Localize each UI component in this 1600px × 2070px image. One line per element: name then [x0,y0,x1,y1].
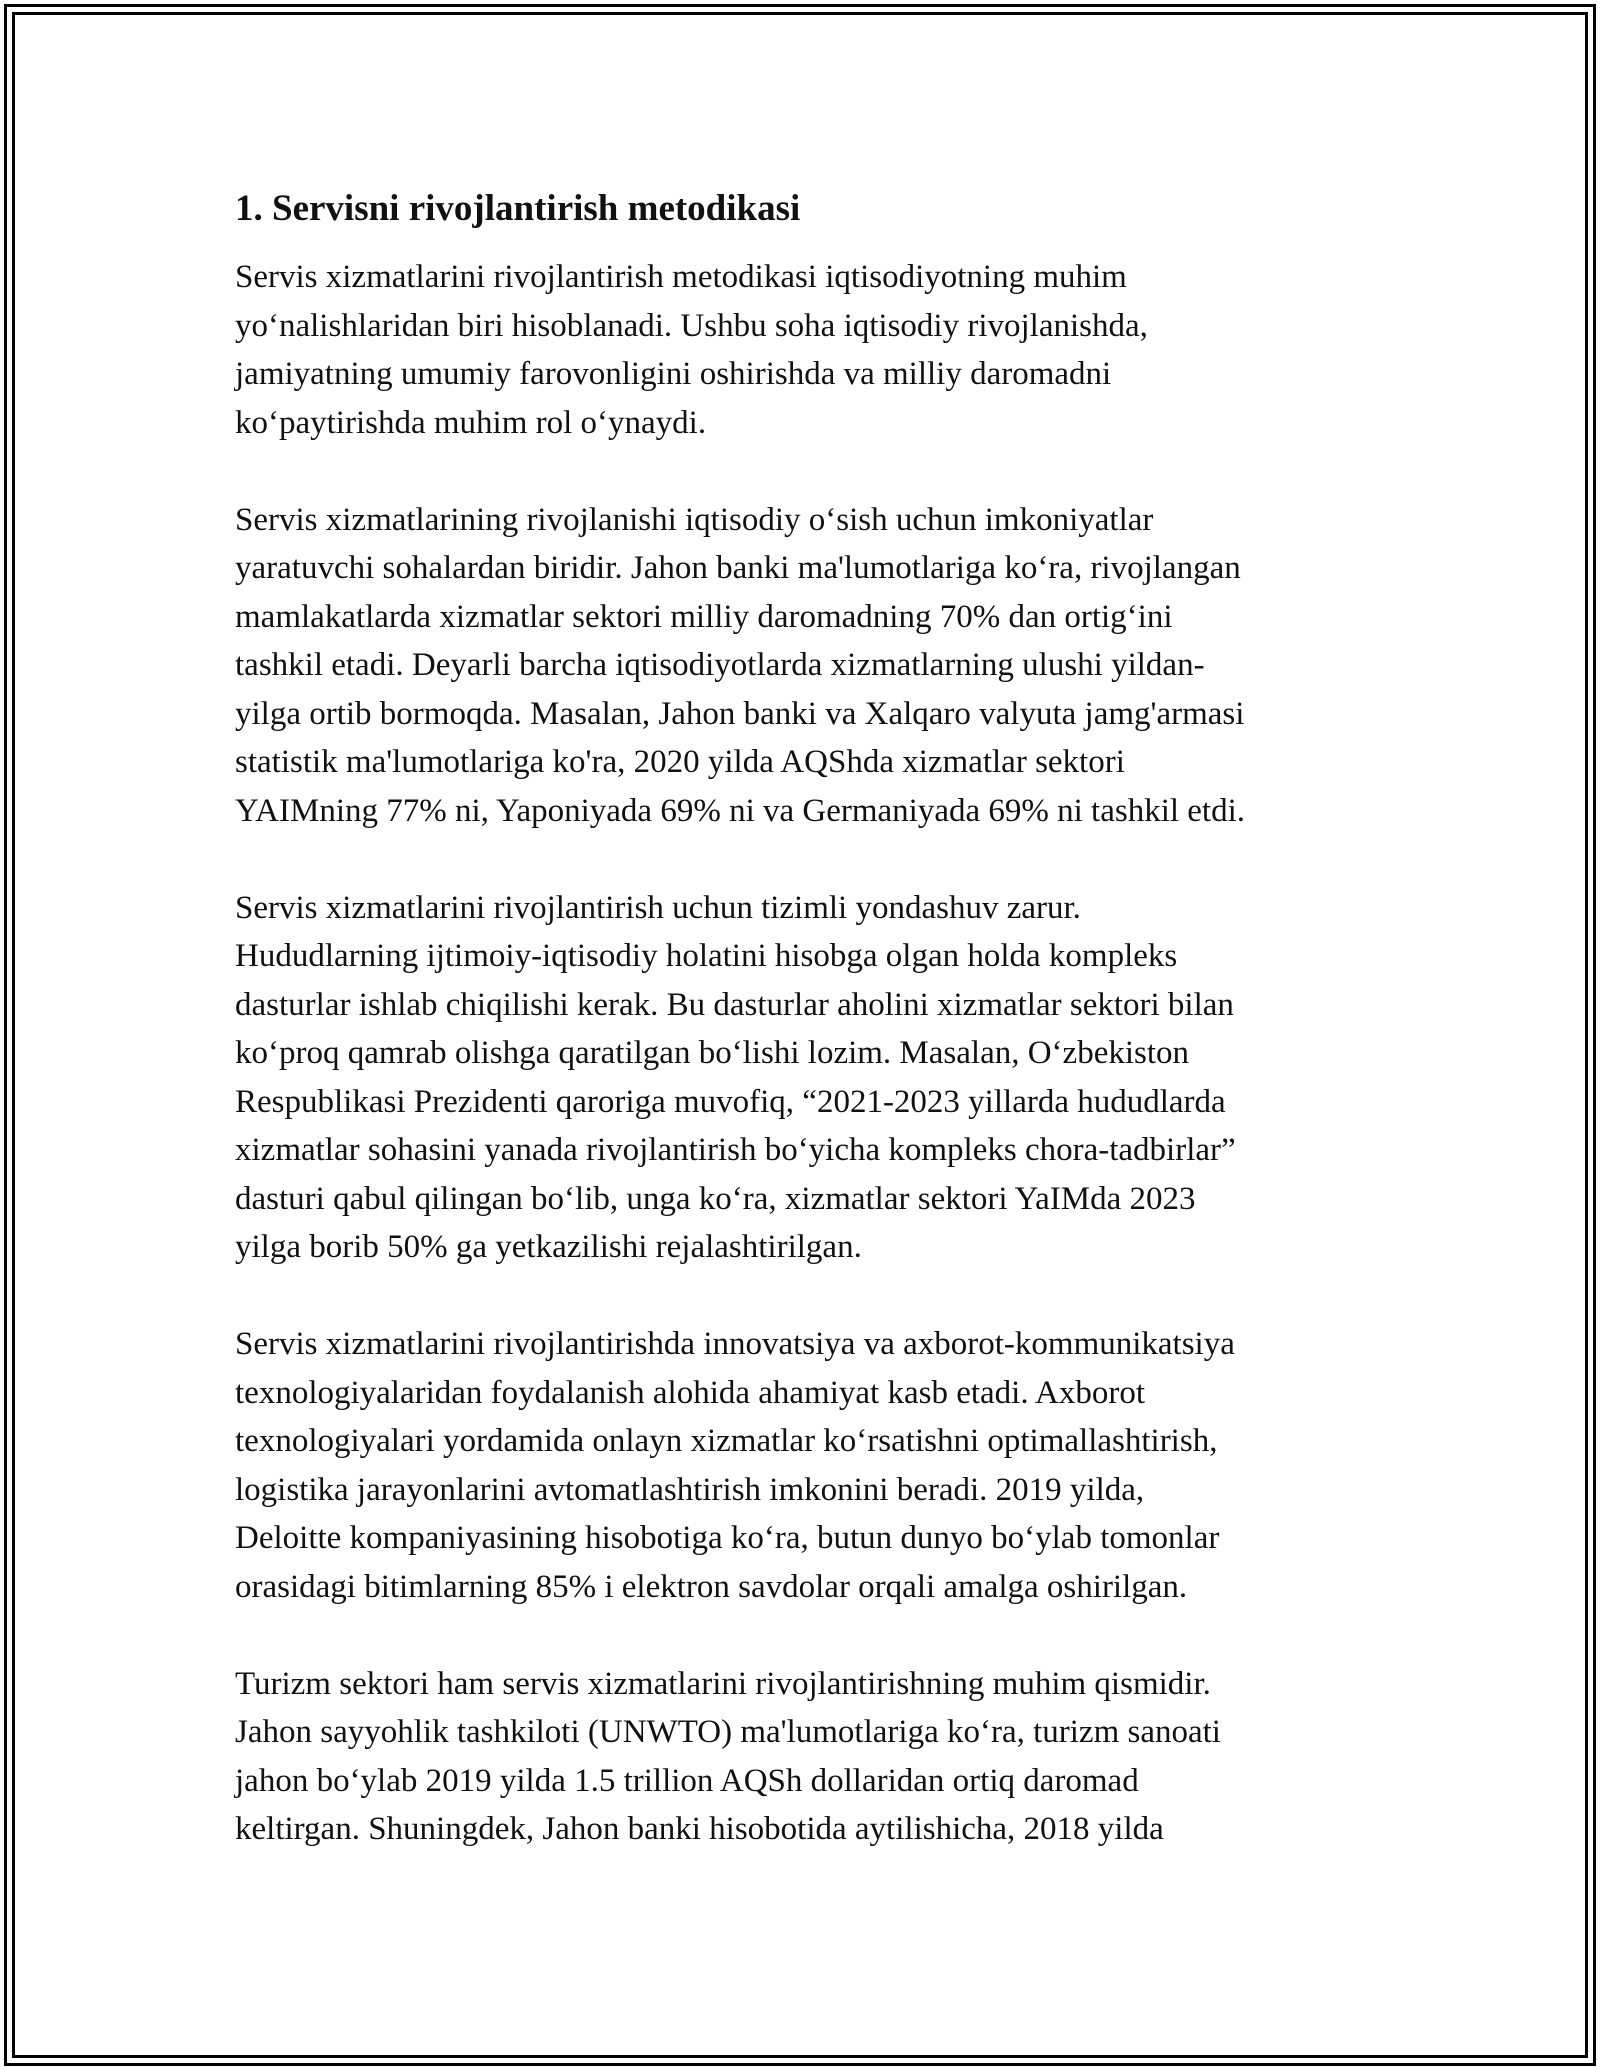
text-line: dasturi qabul qilingan bo‘lib, unga ko‘ra, xizmatlar sektori YaIMda 2023 [235,1180,1196,1217]
paragraph-3 [235,884,1395,1272]
paragraph-4 [235,1320,1395,1611]
text-line: Servis xizmatlarini rivojlantirishda innovatsiya va axborot-kommunikatsiya [235,1326,1235,1362]
text-line: tashkil etadi. Deyarli barcha iqtisodiyotlarda xizmatlarning ulushi yildan- [235,647,1205,683]
text-line: Servis xizmatlarini rivojlantirish uchun tizimli yondashuv zarur. [235,889,1081,926]
text-line: Turizm sektori ham servis xizmatlarini rivojlantirishning muhim qismidir. [235,1665,1211,1702]
text-line: Jahon sayyohlik tashkiloti (UNWTO) ma'lumotlariga ko‘ra, turizm sanoati [235,1714,1221,1750]
section-title: 1. Servisni rivojlantirish metodikasi [235,188,801,229]
text-line: Respublikasi Prezidenti qaroriga muvofiq, “2021-2023 yillarda hududlarda [235,1083,1226,1120]
text-line: jamiyatning umumiy farovonligini oshirishda va milliy daromadni [235,356,1112,392]
text-line: yilga borib 50% ga yetkazilishi rejalashtirilgan. [235,1229,862,1265]
text-line: orasidagi bitimlarning 85% i elektron savdolar orqali amalga oshirilgan. [235,1568,1188,1605]
paragraph-1 [235,253,1395,447]
text-line: keltirgan. Shuningdek, Jahon banki hisobotida aytilishicha, 2018 yilda [235,1811,1164,1847]
text-line: mamlakatlarda xizmatlar sektori milliy daromadning 70% dan ortig‘ini [235,598,1173,635]
text-line: texnologiyalari yordamida onlayn xizmatlar ko‘rsatishni optimallashtirish, [235,1423,1218,1459]
text-line: ko‘proq qamrab olishga qaratilgan bo‘lishi lozim. Masalan, O‘zbekiston [235,1035,1190,1071]
paragraph-5 [235,1660,1395,1854]
text-line: yo‘nalishlaridan biri hisoblanadi. Ushbu soha iqtisodiy rivojlanishda, [235,307,1148,344]
text-line: YAIMning 77% ni, Yaponiyada 69% ni va Germaniyada 69% ni tashkil etdi. [235,792,1246,829]
paragraph-2 [235,496,1395,836]
text-line: statistik ma'lumotlariga ko'ra, 2020 yilda AQShda xizmatlar sektori [235,744,1125,780]
text-line: Servis xizmatlarining rivojlanishi iqtisodiy o‘sish uchun imkoniyatlar [235,501,1154,538]
text-line: yaratuvchi sohalardan biridir. Jahon banki ma'lumotlariga ko‘ra, rivojlangan [235,550,1241,586]
text-line: ko‘paytirishda muhim rol o‘ynaydi. [235,404,707,441]
document-body [235,185,1395,1902]
text-line: Servis xizmatlarini rivojlantirish metodikasi iqtisodiyotning muhim [235,259,1127,295]
text-line: Deloitte kompaniyasining hisobotiga ko‘ra, butun dunyo bo‘ylab tomonlar [235,1520,1220,1556]
text-line: dasturlar ishlab chiqilishi kerak. Bu dasturlar aholini xizmatlar sektori bilan [235,986,1234,1023]
text-line: Hududlarning ijtimoiy-iqtisodiy holatini hisobga olgan holda kompleks [235,938,1178,974]
text-line: jahon bo‘ylab 2019 yilda 1.5 trillion AQSh dollaridan ortiq daromad [235,1762,1139,1799]
text-line: xizmatlar sohasini yanada rivojlantirish bo‘yicha kompleks chora-tadbirlar” [235,1132,1236,1168]
text-line: logistika jarayonlarini avtomatlashtirish imkonini beradi. 2019 yilda, [235,1471,1145,1508]
text-line: texnologiyalaridan foydalanish alohida ahamiyat kasb etadi. Axborot [235,1374,1145,1411]
text-line: yilga ortib bormoqda. Masalan, Jahon banki va Xalqaro valyuta jamg'armasi [235,695,1245,732]
